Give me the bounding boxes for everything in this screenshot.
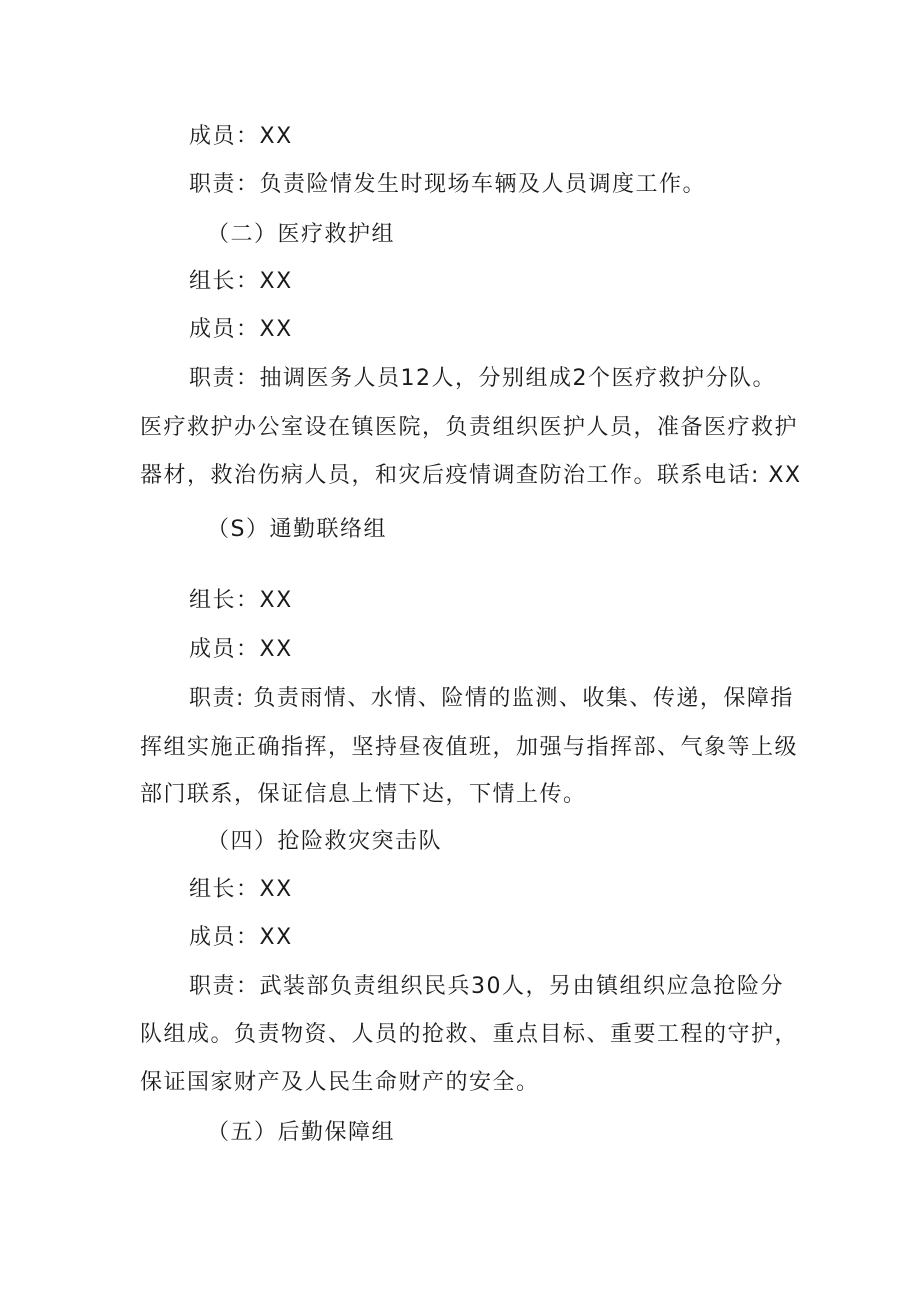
section-heading-liaison: （S）通勤联络组 — [207, 517, 387, 542]
duty-line: 职责：负责险情发生时现场车辆及人员调度工作。 — [189, 172, 707, 197]
duty-line-cont: 器材，救治伤病人员，和灾后疫情调查防治工作。联系电话: XX — [140, 463, 802, 488]
duty-line-cont: 保证国家财产及人民生命财产的安全。 — [140, 1070, 540, 1095]
duty-line: 职责：抽调医务人员12人，分别组成2个医疗救护分队。 — [189, 366, 776, 391]
duty-line-cont: 部门联系，保证信息上情下达，下情上传。 — [140, 782, 587, 807]
duty-line: 职责：武装部负责组织民兵30人，另由镇组织应急抢险分 — [189, 974, 784, 999]
duty-line-cont: 挥组实施正确指挥，坚持昼夜值班，加强与指挥部、气象等上级 — [140, 735, 799, 760]
section-heading-medical: （二）医疗救护组 — [207, 222, 396, 247]
leader-line: 组长：XX — [189, 269, 293, 294]
duty-line: 职责: 负责雨情、水情、险情的监测、收集、传递，保障指 — [189, 686, 794, 711]
leader-line: 组长：XX — [189, 588, 293, 613]
leader-line: 组长：XX — [189, 877, 293, 902]
duty-line-cont: 队组成。负责物资、人员的抢救、重点目标、重要工程的守护， — [140, 1022, 799, 1047]
section-heading-rescue: （四）抢险救灾突击队 — [207, 829, 443, 854]
member-line: 成员：XX — [189, 124, 293, 149]
section-heading-logistics: （五）后勤保障组 — [207, 1120, 396, 1145]
member-line: 成员：XX — [189, 925, 293, 950]
member-line: 成员：XX — [189, 317, 293, 342]
member-line: 成员：XX — [189, 637, 293, 662]
duty-line-cont: 医疗救护办公室设在镇医院，负责组织医护人员，准备医疗救护 — [140, 415, 799, 440]
